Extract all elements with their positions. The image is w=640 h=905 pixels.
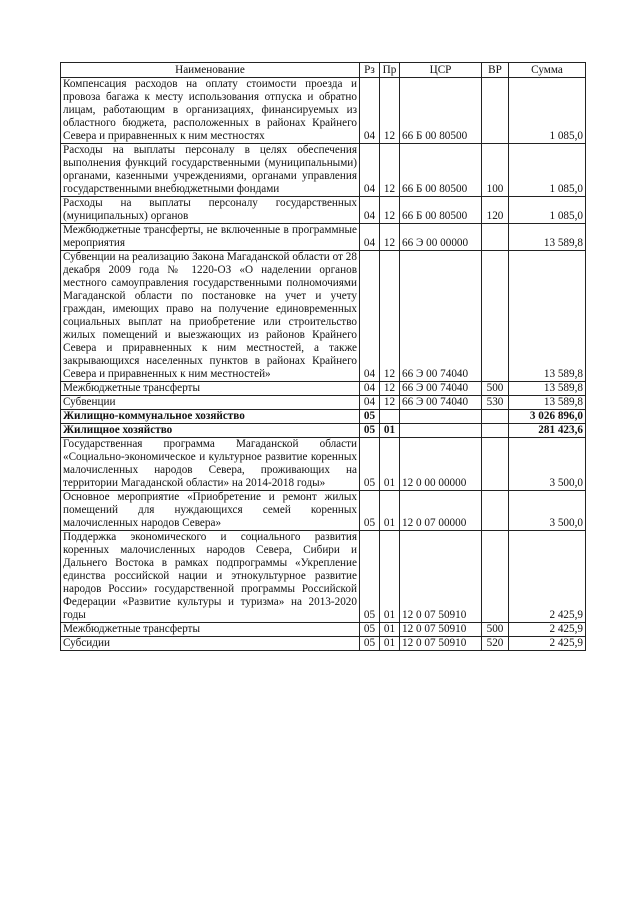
cell-name: Субсидии [61,637,360,651]
budget-table [60,62,586,651]
cell-sum: 13 589,8 [509,224,586,251]
cell-vr: 500 [482,623,509,637]
cell-sum: 3 500,0 [509,438,586,491]
cell-sum: 3 500,0 [509,491,586,531]
header-name: Наименование [61,63,360,78]
cell-name: Межбюджетные трансферты [61,623,360,637]
cell-pr: 12 [380,396,400,410]
cell-name: Субвенции на реализацию Закона Магаданской области от 28 декабря 2009 года № 1220-ОЗ «О наделении органов местного самоуправления государственными полномочиями Магаданской области по постановке на учет и учету граждан, имеющих право на получение единовременных социальных выплат на приобретение или строительство жилых помещений и выезжающих из районов Крайнего Севера и приравненных к ним местностей, а также закрывающихся населенных пунктов в районах Крайнего Севера и приравненных к ним местностей» [61,251,360,382]
table-row [61,491,586,531]
cell-csr [400,424,482,438]
cell-rz: 04 [360,382,380,396]
cell-name: Субвенции [61,396,360,410]
table-row [61,438,586,491]
cell-rz: 04 [360,78,380,144]
table-row [61,224,586,251]
cell-sum: 1 085,0 [509,144,586,197]
header-vr: ВР [482,63,509,78]
cell-csr: 12 0 07 50910 [400,623,482,637]
cell-vr [482,410,509,424]
table-row [61,637,586,651]
cell-csr: 66 Э 00 74040 [400,251,482,382]
cell-csr: 12 0 00 00000 [400,438,482,491]
cell-name: Межбюджетные трансферты, не включенные в программные мероприятия [61,224,360,251]
cell-sum: 2 425,9 [509,623,586,637]
cell-rz: 04 [360,224,380,251]
cell-sum: 2 425,9 [509,531,586,623]
cell-csr [400,410,482,424]
table-row [61,410,586,424]
cell-pr [380,410,400,424]
table-row [61,531,586,623]
cell-vr [482,78,509,144]
cell-sum: 13 589,8 [509,382,586,396]
cell-rz: 05 [360,623,380,637]
cell-vr [482,251,509,382]
cell-sum: 1 085,0 [509,197,586,224]
cell-sum: 281 423,6 [509,424,586,438]
cell-vr [482,531,509,623]
cell-pr: 12 [380,78,400,144]
cell-rz: 05 [360,531,380,623]
cell-rz: 05 [360,424,380,438]
cell-pr: 01 [380,424,400,438]
cell-name: Межбюджетные трансферты [61,382,360,396]
header-csr: ЦСР [400,63,482,78]
cell-pr: 12 [380,197,400,224]
cell-pr: 12 [380,382,400,396]
cell-vr [482,438,509,491]
cell-name: Жилищно-коммунальное хозяйство [61,410,360,424]
cell-sum: 1 085,0 [509,78,586,144]
cell-pr: 01 [380,438,400,491]
cell-rz: 05 [360,637,380,651]
cell-pr: 01 [380,637,400,651]
cell-pr: 12 [380,251,400,382]
cell-rz: 05 [360,491,380,531]
cell-csr: 12 0 07 50910 [400,637,482,651]
cell-name: Расходы на выплаты персоналу в целях обеспечения выполнения функций государственными (муниципальными) органами, казенными учреждениями, органами управления государственными внебюджетными фондами [61,144,360,197]
header-sum: Сумма [509,63,586,78]
cell-pr: 12 [380,224,400,251]
cell-vr: 530 [482,396,509,410]
table-row [61,251,586,382]
cell-sum: 13 589,8 [509,396,586,410]
cell-rz: 04 [360,197,380,224]
cell-vr [482,224,509,251]
cell-csr: 66 Б 00 80500 [400,197,482,224]
table-row [61,424,586,438]
cell-csr: 66 Б 00 80500 [400,144,482,197]
table-row [61,78,586,144]
cell-sum: 13 589,8 [509,251,586,382]
cell-name: Основное мероприятие «Приобретение и ремонт жилых помещений для нуждающихся семей коренных малочисленных народов Севера» [61,491,360,531]
header-pr: Пр [380,63,400,78]
table-header-row [61,63,586,78]
cell-rz: 05 [360,410,380,424]
cell-sum: 3 026 896,0 [509,410,586,424]
cell-pr: 12 [380,144,400,197]
table-row [61,623,586,637]
table-row [61,382,586,396]
cell-sum: 2 425,9 [509,637,586,651]
cell-name: Жилищное хозяйство [61,424,360,438]
cell-vr: 500 [482,382,509,396]
cell-vr [482,491,509,531]
cell-name: Государственная программа Магаданской области «Социально-экономическое и культурное развитие коренных малочисленных народов Севера, проживающих на территории Магаданской области» на 2014-2018 годы» [61,438,360,491]
cell-rz: 05 [360,438,380,491]
cell-csr: 66 Э 00 74040 [400,382,482,396]
cell-vr [482,424,509,438]
cell-rz: 04 [360,144,380,197]
table-row [61,144,586,197]
table-row [61,197,586,224]
header-rz: Рз [360,63,380,78]
cell-pr: 01 [380,491,400,531]
cell-name: Расходы на выплаты персоналу государственных (муниципальных) органов [61,197,360,224]
cell-csr: 66 Б 00 80500 [400,78,482,144]
cell-csr: 66 Э 00 74040 [400,396,482,410]
cell-rz: 04 [360,396,380,410]
cell-pr: 01 [380,531,400,623]
cell-vr: 100 [482,144,509,197]
cell-vr: 520 [482,637,509,651]
cell-name: Компенсация расходов на оплату стоимости проезда и провоза багажа к месту использования отпуска и обратно лицам, работающим в организациях, финансируемых из областного бюджета, расположенных в районах Крайнего Севера и приравненных к ним местностях [61,78,360,144]
cell-csr: 66 Э 00 00000 [400,224,482,251]
cell-rz: 04 [360,251,380,382]
table-row [61,396,586,410]
cell-name: Поддержка экономического и социального развития коренных малочисленных народов Севера, Сибири и Дальнего Востока в рамках подпрограммы «Укрепление единства российской нации и этнокультурное развитие народов России» государственной программы Российской Федерации «Развитие культуры и туризма» на 2013-2020 годы [61,531,360,623]
cell-vr: 120 [482,197,509,224]
cell-pr: 01 [380,623,400,637]
cell-csr: 12 0 07 00000 [400,491,482,531]
cell-csr: 12 0 07 50910 [400,531,482,623]
